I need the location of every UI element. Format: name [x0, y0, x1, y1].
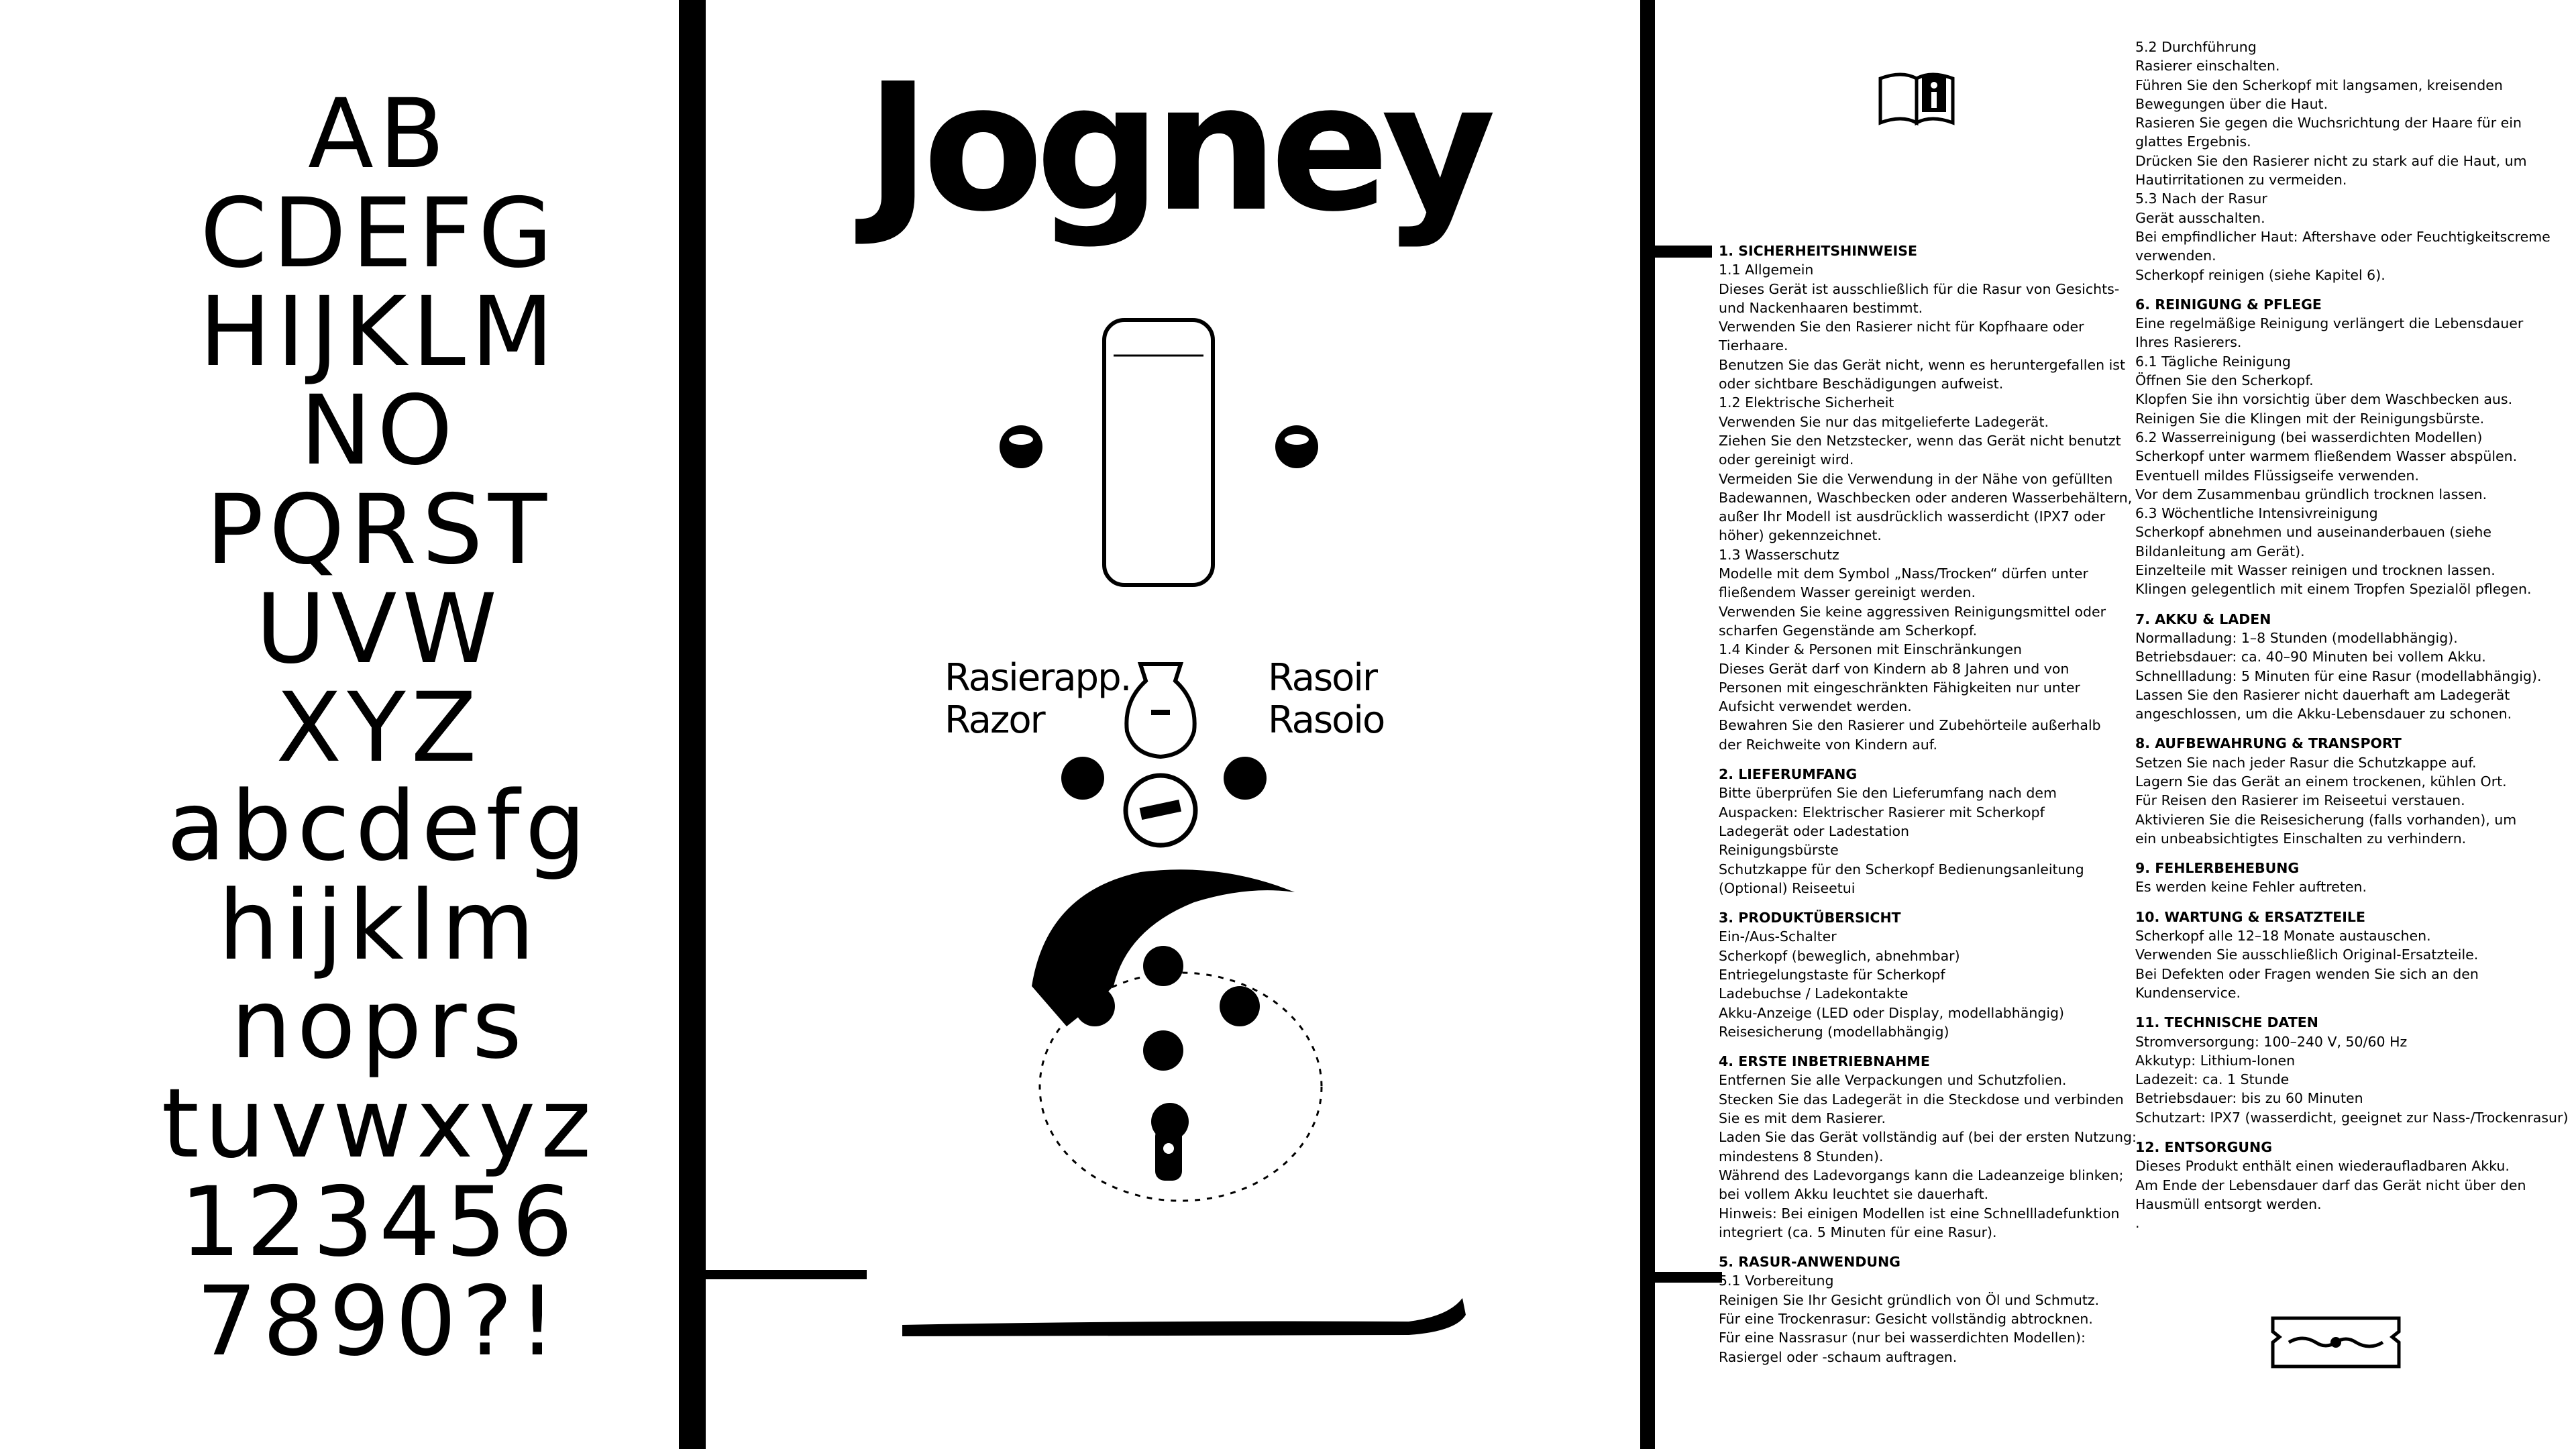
manual-line: oder sichtbare Beschädigungen aufweist. [1719, 376, 2004, 392]
manual-line: 1.3 Wasserschutz [1719, 546, 1839, 563]
manual-line: Betriebsdauer: ca. 40–90 Minuten bei vollem Akku. [2135, 649, 2486, 665]
manual-line: Bewahren Sie den Rasierer und Zubehörteile außerhalb [1719, 717, 2101, 734]
section-title: 9. FEHLERBEHEBUNG [2135, 860, 2300, 877]
section-gap [2135, 1127, 2565, 1138]
manual-line: verwenden. [2135, 248, 2216, 264]
manual-line: (Optional) Reiseetui [1719, 879, 1856, 896]
manual-line: Ladegerät oder Ladestation [1719, 822, 1910, 839]
device-label-right [1268, 657, 1384, 741]
manual-line: bei vollem Akku leuchtet sie dauerhaft. [1719, 1186, 1989, 1203]
specimen-line: 123456 [180, 1166, 578, 1278]
specimen-line: AB [308, 78, 450, 190]
manual-line: Öffnen Sie den Scherkopf. [2135, 372, 2314, 389]
manual-line: mindestens 8 Stunden). [1719, 1148, 1884, 1165]
device-label-left [945, 657, 1130, 741]
socket-pin [1143, 946, 1183, 986]
manual-line: Schnellladung: 5 Minuten für eine Rasur (modellabhängig). [2135, 667, 2542, 684]
section-gap [1719, 1041, 2121, 1052]
manual-line: Ein-/Aus-Schalter [1719, 928, 1837, 945]
socket-pin [1075, 986, 1115, 1026]
manual-line: Eventuell mildes Flüssigseife verwenden. [2135, 467, 2419, 484]
manual-column-1 [1719, 241, 2137, 1366]
manual-line: 6.1 Tägliche Reinigung [2135, 353, 2291, 370]
manual-line: 1.4 Kinder & Personen mit Einschränkungen [1719, 641, 2022, 658]
manual-line: Normalladung: 1–8 Stunden (modellabhängig). [2135, 629, 2458, 646]
manual-line: Scherkopf reinigen (siehe Kapitel 6). [2135, 266, 2385, 283]
manual-line: 6.3 Wöchentliche Intensivreinigung [2135, 505, 2378, 522]
specimen-line: HIJKLM [199, 276, 559, 388]
manual-line: Setzen Sie nach jeder Rasur die Schutzkappe auf. [2135, 754, 2477, 771]
manual-line: Aufsicht verwendet werden. [1719, 698, 1912, 715]
screw-icon [1275, 425, 1318, 468]
label-right-line-1: Rasoir [1268, 656, 1377, 700]
manual-line: Rasieren Sie gegen die Wuchsrichtung der Haare für ein [2135, 115, 2522, 131]
manual-line: Schutzkappe für den Scherkopf Bedienungsanleitung [1719, 861, 2084, 877]
section-gap [2135, 284, 2565, 295]
manual-line: Rasierer einschalten. [2135, 58, 2280, 74]
manual-line: oder gereinigt wird. [1719, 451, 1854, 468]
manual-line: Bitte überprüfen Sie den Lieferumfang nach dem [1719, 785, 2057, 802]
manual-line: Verwenden Sie ausschließlich Original-Ersatzteile. [2135, 947, 2479, 963]
section-title: 3. PRODUKTÜBERSICHT [1719, 910, 1901, 926]
section-title: 1. SICHERHEITSHINWEISE [1719, 243, 1918, 259]
screw-icon [1000, 425, 1042, 468]
manual-line: Laden Sie das Gerät vollständig auf (bei der ersten Nutzung: [1719, 1129, 2137, 1146]
manual-line: Betriebsdauer: bis zu 60 Minuten [2135, 1090, 2363, 1107]
manual-line: Akku-Anzeige (LED oder Display, modellabhängig) [1719, 1004, 2065, 1021]
manual-line: glattes Ergebnis. [2135, 133, 2251, 150]
manual-line: Verwenden Sie nur das mitgelieferte Ladegerät. [1719, 413, 2049, 430]
specimen-line: 7890?! [196, 1265, 562, 1377]
manual-line: außer Ihr Modell ist ausdrücklich wasserdicht (IPX7 oder [1719, 508, 2106, 525]
manual-line: Lassen Sie den Rasierer nicht dauerhaft am Ladegerät [2135, 686, 2510, 703]
brand-logo: Jogney [865, 46, 1489, 250]
manual-line: 1.2 Elektrische Sicherheit [1719, 394, 1894, 411]
rotary-lock-icon [1126, 775, 1195, 845]
section-title: 12. ENTSORGUNG [2135, 1139, 2273, 1156]
manual-column-2 [2135, 38, 2569, 1233]
manual-line: Führen Sie den Scherkopf mit langsamen, kreisenden [2135, 76, 2503, 93]
manual-line: Am Ende der Lebensdauer darf das Gerät nicht über den [2135, 1177, 2526, 1193]
manual-line: Stecken Sie das Ladegerät in die Steckdose und verbinden [1719, 1091, 2124, 1108]
manual-line: Für Reisen den Rasierer im Reiseetui verstauen. [2135, 792, 2465, 809]
manual-line: Hinweis: Bei einigen Modellen ist eine Schnellladefunktion [1719, 1205, 2120, 1222]
section-title: 8. AUFBEWAHRUNG & TRANSPORT [2135, 735, 2402, 752]
charging-port-icon [1151, 1103, 1189, 1181]
section-gap [2135, 1002, 2565, 1013]
label-right-line-2: Rasoio [1268, 698, 1385, 742]
manual-line: fließendem Wasser gereinigt werden. [1719, 584, 1976, 601]
manual-line: Personen mit eingeschränkten Fähigkeiten nur unter [1719, 679, 2080, 696]
manual-line: Auspacken: Elektrischer Rasierer mit Scherkopf [1719, 804, 2045, 820]
specimen-line: XYZ [276, 672, 482, 784]
manual-line: Ihres Rasierers. [2135, 334, 2242, 351]
manual-line: Für eine Trockenrasur: Gesicht vollständig abtrocknen. [1719, 1311, 2093, 1328]
manual-line: Klingen gelegentlich mit einem Tropfen Spezialöl pflegen. [2135, 581, 2532, 598]
label-left-line-1: Rasierapp. [945, 656, 1131, 700]
info-book-icon [1875, 64, 1962, 131]
manual-line: Entriegelungstaste für Scherkopf [1719, 966, 1945, 983]
section-title: 5. RASUR-ANWENDUNG [1719, 1254, 1900, 1271]
manual-line: 5.2 Durchführung [2135, 39, 2257, 55]
manual-line: 6.2 Wasserreinigung (bei wasserdichten Modellen) [2135, 429, 2483, 445]
manual-line: höher) gekennzeichnet. [1719, 527, 1882, 544]
manual-line: Reisesicherung (modellabhängig) [1719, 1023, 1949, 1040]
manual-line: Dieses Gerät ist ausschließlich für die Rasur von Gesichts- [1719, 280, 2120, 297]
manual-line: Dieses Gerät darf von Kindern ab 8 Jahren und von [1719, 660, 2070, 677]
manual-line: Sie es mit dem Rasierer. [1719, 1110, 1886, 1127]
socket-pin [1220, 986, 1260, 1026]
manual-line: 5.1 Vorbereitung [1719, 1273, 1834, 1289]
manual-line: und Nackenhaaren bestimmt. [1719, 299, 1923, 316]
specimen-line: PQRST [205, 474, 553, 586]
manual-line: Ladezeit: ca. 1 Stunde [2135, 1071, 2290, 1088]
manual-line: Bildanleitung am Gerät). [2135, 543, 2305, 559]
manual-line: Für eine Nassrasur (nur bei wasserdichten Modellen): [1719, 1330, 2086, 1346]
manual-line: Scherkopf (beweglich, abnehmbar) [1719, 947, 1960, 964]
manual-line: Stromversorgung: 100–240 V, 50/60 Hz [2135, 1033, 2408, 1050]
manual-line: Klopfen Sie ihn vorsichtig über dem Waschbecken aus. [2135, 391, 2513, 408]
manual-line: ein unbeabsichtigtes Einschalten zu verhindern. [2135, 830, 2467, 847]
manual-line: integriert (ca. 5 Minuten für eine Rasur). [1719, 1224, 1997, 1240]
manual-line: Es werden keine Fehler auftreten. [2135, 879, 2367, 896]
section-gap [2135, 723, 2565, 734]
manual-line: Reinigungsbürste [1719, 842, 1839, 859]
manual-line: 5.3 Nach der Rasur [2135, 191, 2267, 207]
manual-line: angeschlossen, um die Akku-Lebensdauer zu schonen. [2135, 706, 2512, 722]
manual-line: 1.1 Allgemein [1719, 262, 1814, 278]
manual-line: Bei Defekten oder Fragen wenden Sie sich an den [2135, 965, 2479, 982]
manual-line: Schutzart: IPX7 (wasserdicht, geeignet zur Nass-/Trockenrasur) [2135, 1109, 2569, 1126]
specimen-line: abcdefg [166, 770, 592, 882]
manual-line: Rasiergel oder -schaum auftragen. [1719, 1348, 1957, 1365]
manual-line: Hausmüll entsorgt werden. [2135, 1195, 2322, 1212]
manual-line: Kundenservice. [2135, 984, 2241, 1001]
manual-line: Scherkopf alle 12–18 Monate austauschen. [2135, 928, 2431, 945]
manual-line: Einzelteile mit Wasser reinigen und trocknen lassen. [2135, 562, 2496, 579]
section-title: 2. LIEFERUMFANG [1719, 766, 1858, 783]
specimen-line: UVW [256, 573, 502, 685]
manual-line: Eine regelmäßige Reinigung verlängert die Lebensdauer [2135, 315, 2524, 332]
specimen-line: NO [300, 374, 458, 486]
manual-line: Vermeiden Sie die Verwendung in der Nähe von gefüllten [1719, 470, 2113, 487]
manual-line: Badewannen, Waschbecken oder anderen Wasserbehältern, [1719, 489, 2133, 506]
manual-line: Tierhaare. [1719, 337, 1788, 354]
shaver-symbol-icon [1126, 664, 1194, 757]
section-title: 7. AKKU & LADEN [2135, 610, 2271, 627]
section-gap [1719, 898, 2121, 908]
manual-line: Entfernen Sie alle Verpackungen und Schutzfolien. [1719, 1072, 2067, 1089]
manual-line: Modelle mit dem Symbol „Nass/Trocken“ dürfen unter [1719, 566, 2088, 582]
section-gap [2135, 599, 2565, 610]
manual-line: Ladebuchse / Ladekontakte [1719, 985, 1909, 1002]
specimen-line: hijklm [218, 869, 540, 981]
manual-line: Aktivieren Sie die Reisesicherung (falls vorhanden), um [2135, 811, 2517, 828]
section-title: 4. ERSTE INBETRIEBNAHME [1719, 1053, 1930, 1070]
manual-line: der Reichweite von Kindern auf. [1719, 736, 1938, 753]
manual-line: Reinigen Sie die Klingen mit der Reinigungsbürste. [2135, 410, 2485, 427]
manual-line: Lagern Sie das Gerät an einem trockenen, kühlen Ort. [2135, 773, 2507, 790]
manual-line: Drücken Sie den Rasierer nicht zu stark auf die Haut, um [2135, 152, 2527, 169]
manual-line: Vor dem Zusammenbau gründlich trocknen lassen. [2135, 486, 2487, 502]
socket-pin [1143, 1030, 1183, 1071]
slider-switch [1104, 320, 1213, 585]
bottom-lip [902, 1298, 1466, 1336]
manual-line: Dieses Produkt enthält einen wiederaufladbaren Akku. [2135, 1158, 2510, 1175]
indicator-dot [1224, 757, 1267, 800]
manual-line: Gerät ausschalten. [2135, 209, 2265, 226]
manual-line: Hautirritationen zu vermeiden. [2135, 172, 2347, 189]
specimen-line: noprs [230, 968, 528, 1080]
manual-line: Benutzen Sie das Gerät nicht, wenn es heruntergefallen ist [1719, 356, 2126, 373]
manual-line: Akkutyp: Lithium-Ionen [2135, 1052, 2296, 1069]
specimen-line: tuvwxyz [161, 1067, 597, 1179]
section-title: 11. TECHNISCHE DATEN [2135, 1014, 2318, 1031]
section-title: 10. WARTUNG & ERSATZTEILE [2135, 908, 2365, 925]
label-left-line-2: Razor [945, 698, 1044, 742]
manual-line: Scherkopf unter warmem fließendem Wasser abspülen. [2135, 448, 2518, 465]
section-gap [1719, 1242, 2121, 1252]
manual-line: Verwenden Sie keine aggressiven Reinigungsmittel oder [1719, 603, 2106, 620]
manual-line: Reinigen Sie Ihr Gesicht gründlich von Öl und Schmutz. [1719, 1291, 2100, 1308]
section-gap [2135, 848, 2565, 859]
manual-line: Während des Ladevorgangs kann die Ladeanzeige blinken; [1719, 1167, 2124, 1183]
manual-line: Verwenden Sie den Rasierer nicht für Kopfhaare oder [1719, 319, 2084, 335]
manual-line: Scherkopf abnehmen und auseinanderbauen (siehe [2135, 524, 2491, 541]
manual-line: . [2135, 1215, 2140, 1232]
section-gap [1719, 754, 2121, 765]
section-title: 6. REINIGUNG & PFLEGE [2135, 296, 2322, 313]
manual-line: Ziehen Sie den Netzstecker, wenn das Gerät nicht benutzt [1719, 432, 2121, 449]
specimen-line: CDEFG [200, 177, 558, 289]
indicator-dot [1061, 757, 1104, 800]
razor-blade-icon [2269, 1305, 2403, 1379]
manual-line: Bei empfindlicher Haut: Aftershave oder Feuchtigkeitscreme [2135, 228, 2551, 245]
manual-line: scharfen Gegenstände am Scherkopf. [1719, 622, 1978, 639]
section-gap [2135, 897, 2565, 908]
manual-line: Bewegungen über die Haut. [2135, 95, 2328, 112]
